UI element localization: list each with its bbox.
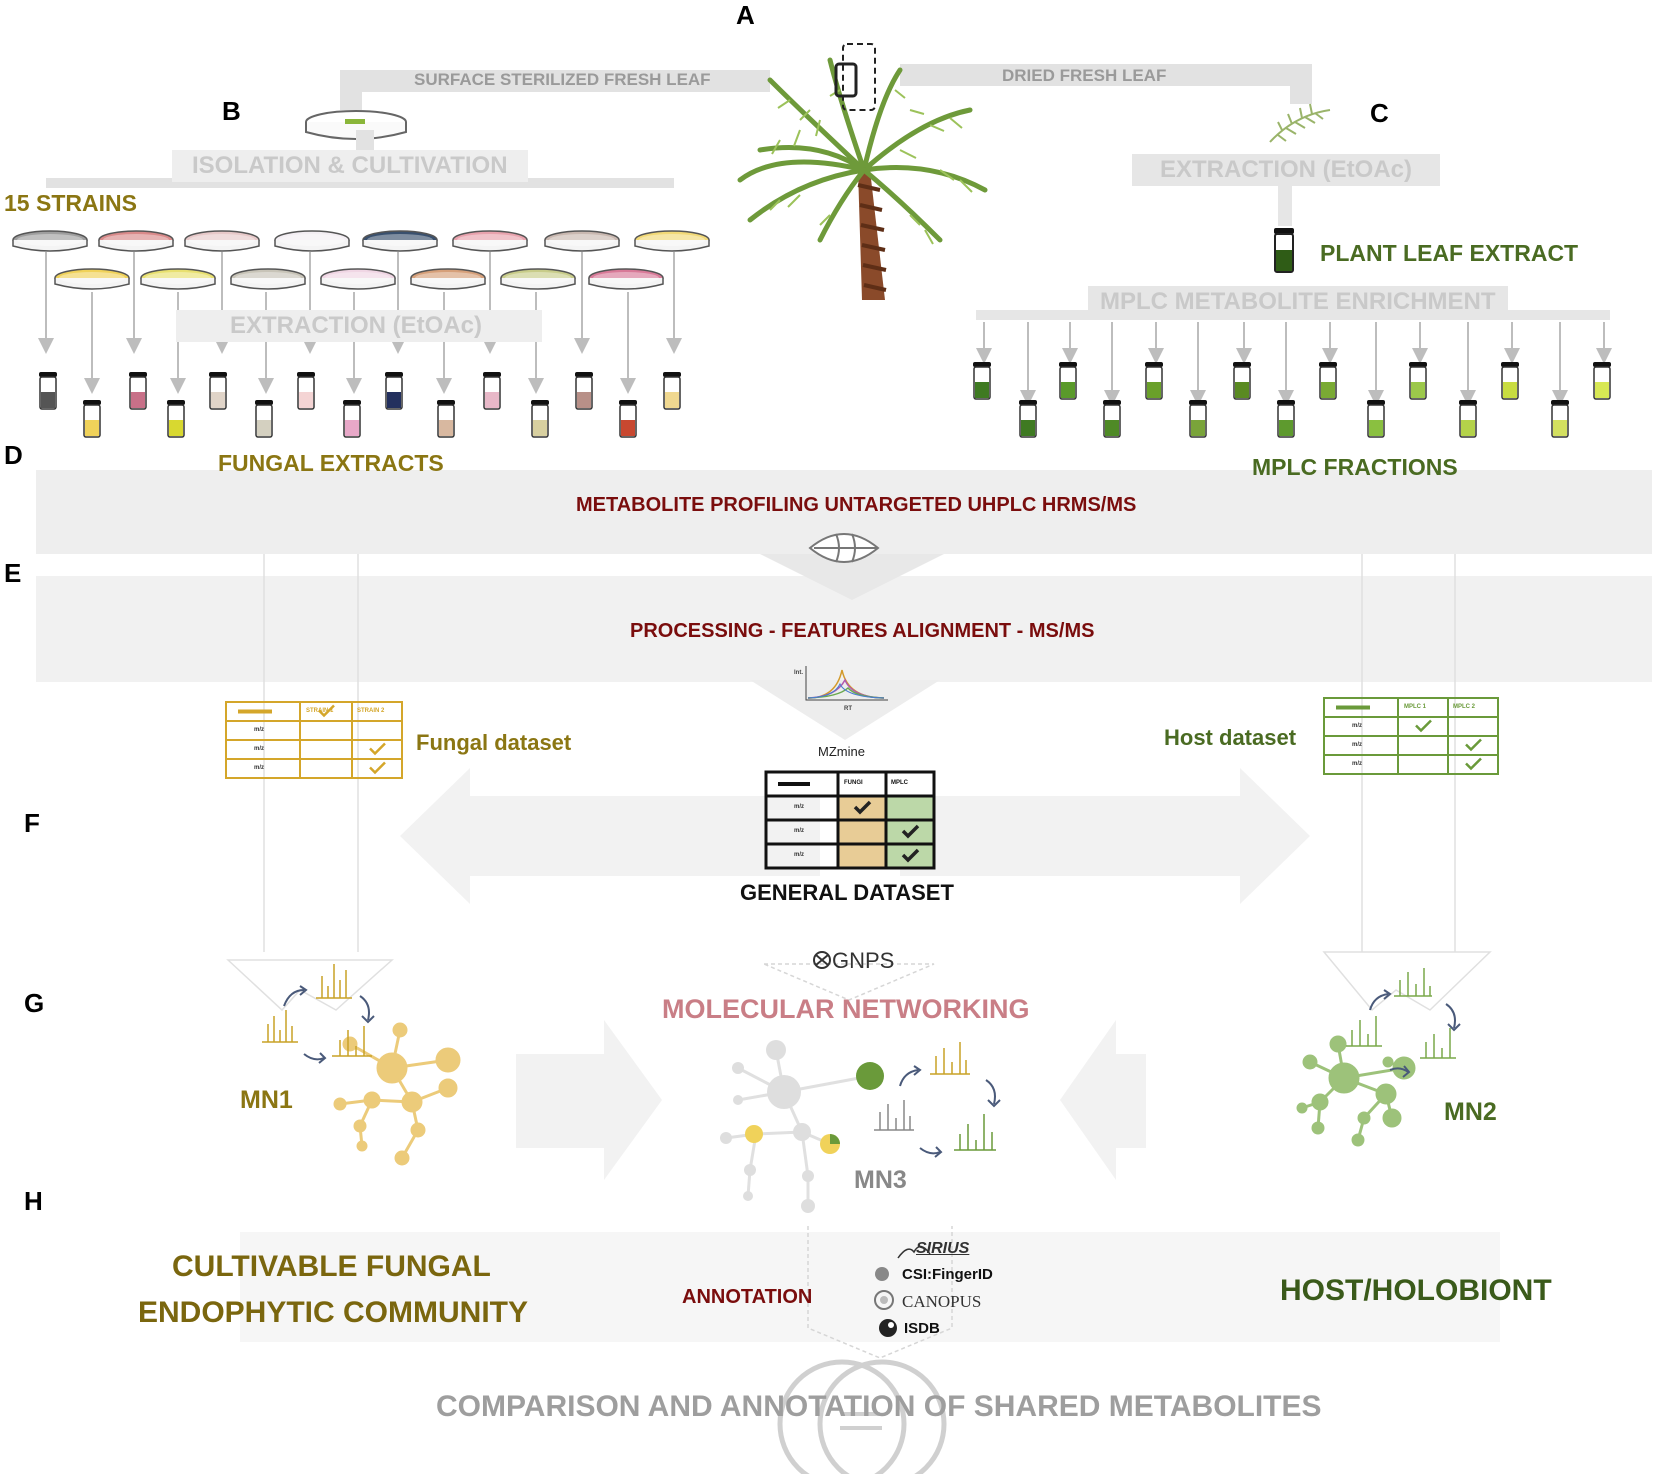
checkmark-icon <box>1466 740 1481 750</box>
fungal-community-line1: CULTIVABLE FUNGAL <box>172 1250 491 1283</box>
vial-icon <box>1145 362 1163 399</box>
vial-icon <box>1367 400 1385 437</box>
panel-letter-a: A <box>736 0 755 30</box>
fungal-community-line2: ENDOPHYTIC COMMUNITY <box>138 1296 528 1329</box>
chromatogram-x-label: RT <box>844 706 852 712</box>
vial-icon <box>1189 400 1207 437</box>
profiling-label: METABOLITE PROFILING UNTARGETED UHPLC HRMS/MS <box>576 494 1137 516</box>
vial-icon <box>437 400 455 437</box>
vial-icon <box>1409 362 1427 399</box>
checkmark-icon <box>1416 721 1431 731</box>
vial-icon <box>209 372 227 409</box>
vial-icon <box>483 372 501 409</box>
dried-leaf-label: DRIED FRESH LEAF <box>1002 66 1167 85</box>
petri-dish-icon <box>99 231 173 251</box>
table-header: MPLC 1 <box>1404 703 1427 710</box>
table-row-label: m/z <box>254 745 265 752</box>
general-dataset-label: GENERAL DATASET <box>740 880 954 905</box>
strain-dishes <box>13 231 709 289</box>
petri-dish-icon <box>141 269 215 289</box>
table-header: MPLC <box>891 780 908 786</box>
petri-dish-icon <box>55 269 129 289</box>
vial-icon <box>39 372 57 409</box>
csi-fingerid-label: CSI:FingerID <box>902 1266 993 1283</box>
panel-letter-c: C <box>1370 98 1389 128</box>
panel-letter-e: E <box>4 558 22 588</box>
vial-icon <box>255 400 273 437</box>
table-row-label: m/z <box>794 804 805 810</box>
vial-icon <box>129 372 147 409</box>
petri-dish-icon <box>411 269 485 289</box>
table-row-label: m/z <box>1352 760 1363 767</box>
table-header: FUNGI <box>844 780 863 786</box>
vial-icon <box>1593 362 1611 399</box>
table-row-label: m/z <box>254 764 265 771</box>
vial-icon <box>297 372 315 409</box>
canopus-label: CANOPUS <box>902 1292 982 1311</box>
mplc-vials <box>973 362 1611 437</box>
panel-letter-b: B <box>222 96 241 126</box>
vial-icon <box>1103 400 1121 437</box>
mn3-label: MN3 <box>854 1166 907 1194</box>
petri-dish-icon <box>545 231 619 251</box>
petri-dish-icon <box>13 231 87 251</box>
vial-icon <box>1233 362 1251 399</box>
vial-icon <box>1459 400 1477 437</box>
vial-icon <box>531 400 549 437</box>
panel-letter-g: G <box>24 988 45 1018</box>
petri-dish-icon <box>231 269 305 289</box>
fungal-vials <box>39 372 681 437</box>
surface-sterilized-label: SURFACE STERILIZED FRESH LEAF <box>414 70 711 89</box>
mass-spectrometer-icon <box>760 534 944 600</box>
vial-icon <box>663 372 681 409</box>
checkmark-icon <box>370 763 385 773</box>
table-header: STRAIN 1 <box>306 707 334 714</box>
mn1-label: MN1 <box>240 1086 293 1114</box>
vial-icon <box>83 400 101 437</box>
table-header: MPLC 2 <box>1453 703 1476 710</box>
panel-letter-d: D <box>4 440 23 470</box>
gnps-label: GNPS <box>832 948 895 973</box>
processing-label: PROCESSING - FEATURES ALIGNMENT - MS/MS <box>630 620 1095 642</box>
petri-dish-icon <box>589 269 663 289</box>
gnps-logo-icon <box>814 952 830 968</box>
table-row-label: m/z <box>794 828 805 834</box>
table-row-label: m/z <box>254 726 265 733</box>
annotation-label: ANNOTATION <box>682 1286 813 1308</box>
plant-extraction-label: EXTRACTION (EtOAc) <box>1160 156 1412 183</box>
vial-icon <box>973 362 991 399</box>
vial-icon <box>1019 400 1037 437</box>
vial-icon <box>1059 362 1077 399</box>
vial-icon <box>619 400 637 437</box>
mplc-fractions-label: MPLC FRACTIONS <box>1252 454 1458 480</box>
panel-letter-f: F <box>24 808 40 838</box>
vial-icon <box>385 372 403 409</box>
vial-icon <box>1319 362 1337 399</box>
vial-icon <box>1501 362 1519 399</box>
vial-icon <box>575 372 593 409</box>
table-row-label: m/z <box>794 852 805 858</box>
petri-dish-icon <box>635 231 709 251</box>
spectrum-icon <box>874 1042 996 1150</box>
vial-icon <box>1277 400 1295 437</box>
fungal-extraction-label: EXTRACTION (EtOAc) <box>230 312 482 339</box>
vial-icon <box>343 400 361 437</box>
network-merge-arrows <box>516 1020 1146 1180</box>
host-holobiont-label: HOST/HOLOBIONT <box>1280 1274 1552 1307</box>
rotation-arrow-icon <box>900 1066 1000 1157</box>
panel-letter-h: H <box>24 1186 43 1216</box>
table-header: STRAIN 2 <box>357 707 385 714</box>
mplc-label: MPLC METABOLITE ENRICHMENT <box>1100 288 1496 315</box>
table-row-label: m/z <box>1352 722 1363 729</box>
strains-label: 15 STRAINS <box>4 190 137 216</box>
chromatogram-y-label: Int. <box>794 670 803 676</box>
petri-dish-icon <box>321 269 395 289</box>
mn2-label: MN2 <box>1444 1098 1497 1126</box>
petri-dish-icon <box>453 231 527 251</box>
isdb-label: ISDB <box>904 1320 940 1337</box>
vial-icon <box>167 400 185 437</box>
leaf-icon <box>1270 104 1330 142</box>
table-row-label: m/z <box>1352 741 1363 748</box>
petri-dish-icon <box>185 231 259 251</box>
spectrum-icon <box>1346 968 1456 1058</box>
molecular-networking-label: MOLECULAR NETWORKING <box>662 994 1030 1024</box>
mzmine-label: MZmine <box>818 744 865 759</box>
fungal-dataset-label: Fungal dataset <box>416 730 572 755</box>
host-dataset-label: Host dataset <box>1164 725 1297 750</box>
checkmark-icon <box>1466 759 1481 769</box>
mn2-network <box>1298 1037 1414 1145</box>
petri-dish-icon <box>275 231 349 251</box>
isolation-label: ISOLATION & CULTIVATION <box>172 150 528 182</box>
mn1-network <box>335 1024 459 1164</box>
plant-extract-label: PLANT LEAF EXTRACT <box>1320 240 1579 266</box>
sirius-label: SIRIUS <box>916 1240 970 1257</box>
comparison-label: COMPARISON AND ANNOTATION OF SHARED METABOLITES <box>436 1390 1322 1423</box>
petri-dish-icon <box>501 269 575 289</box>
chromatogram-icon <box>750 666 940 740</box>
checkmark-icon <box>370 744 385 754</box>
fungal-extracts-label: FUNGAL EXTRACTS <box>218 450 444 476</box>
vial-icon <box>1274 228 1294 272</box>
petri-dish-icon <box>363 231 437 251</box>
vial-icon <box>1551 400 1569 437</box>
